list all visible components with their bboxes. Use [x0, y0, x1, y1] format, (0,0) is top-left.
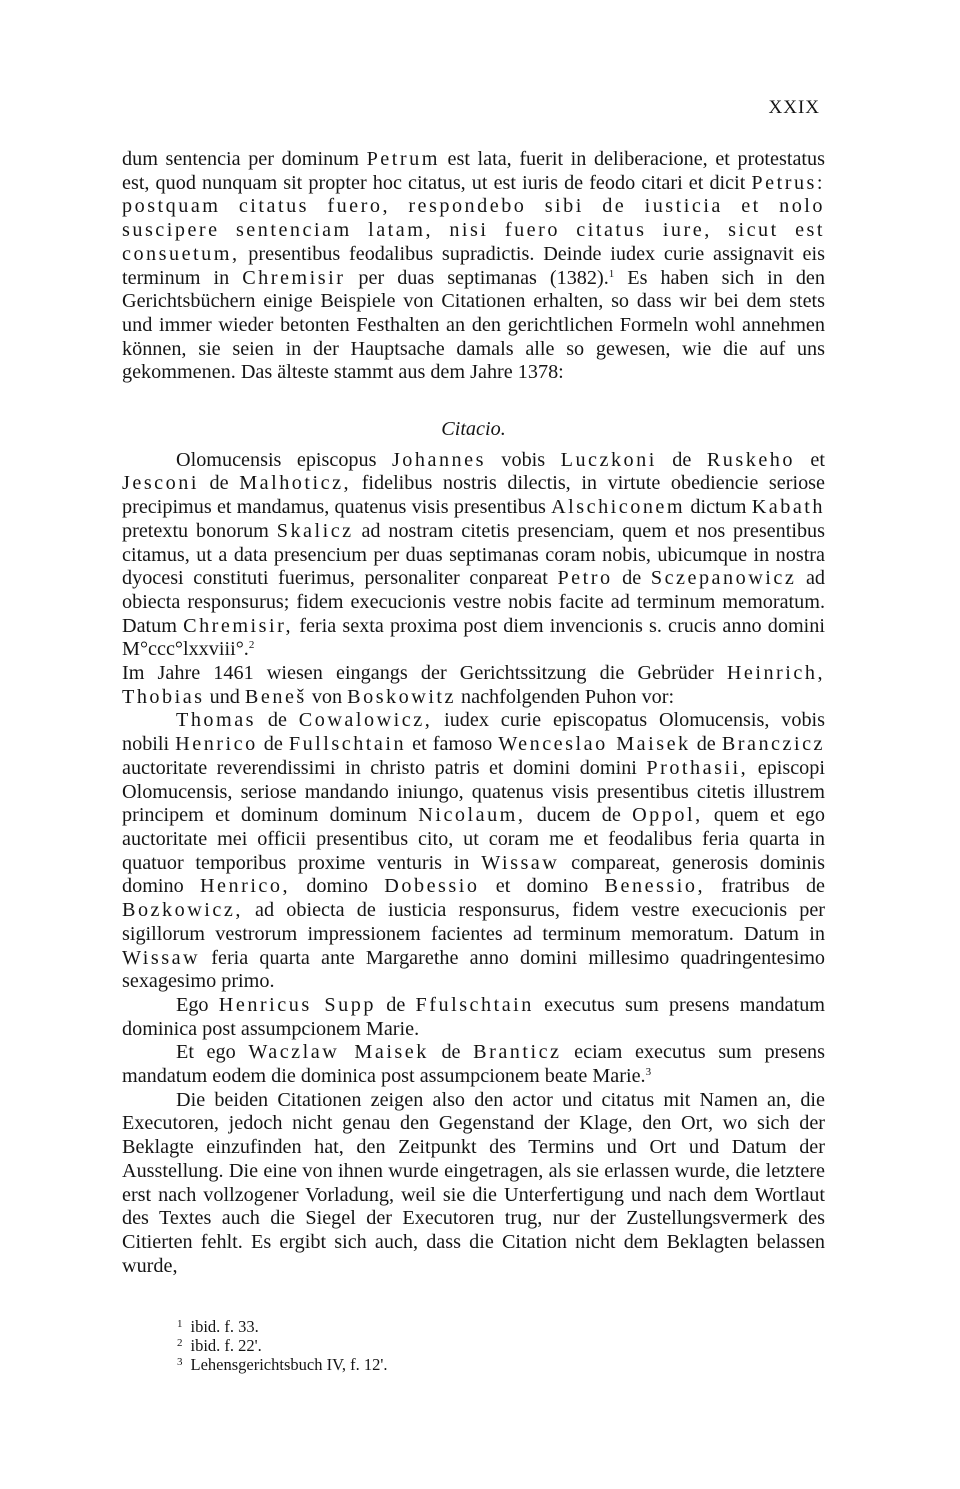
spaced-name: Cowalowicz, — [298, 709, 433, 732]
spaced-name: Boskowitz — [347, 685, 456, 708]
paragraph: Im Jahre 1461 wiesen eingangs der Gerichtssitzung die Gebrüder Heinrich, Thobias und Beneš von Boskowitz nachfolgenden Puhon vor: — [122, 662, 825, 708]
paragraph: Thomas de Cowalowicz, iudex curie episcopatus Olomucensis, vobis nobili Henrico de Fullschtain et famoso Wenceslao Maisek de Branczicz auctoritate reverendissimi in christo patris et domini domini Prothasii, episcopi Olomucensis, seriose mandando iniungo, quatenus visis presentibus citetis illustrem principem et dominum dominum Nicolaum, ducem de Oppol, quem et ego auctoritate mei officii presentibus cito, ut coram me et feodalibus feria quarta in quatuor temporibus proxime venturis in Wissaw compareat, generosis dominis domino Henrico, domino Dobessio et domino Benessio, fratribus de Bozkowicz, ad obiecta de iusticia responsurus, fidem vestre execucionis per sigillorum vestrorum impressionem facientes ad terminum memoratum. Datum in Wissaw feria quarta ante Margarethe anno domini millesimo quadringentesimo sexagesimo primo. — [122, 709, 826, 993]
spaced-name: Alschiconem — [551, 496, 686, 519]
spaced-name: Chremisir, — [183, 614, 294, 637]
footnote-text: ibid. f. 33. — [190, 1317, 259, 1336]
footnote-ref: 3 — [645, 1066, 652, 1079]
paragraph: Olomucensis episcopus Johannes vobis Luczkoni de Ruskeho et Jesconi de Malhoticz, fidelibus nostris dilectis, in virtute obediencie seriose precipimus et mandamus, quatenus visis presentibus Alschiconem dictum Kabath pretextu bonorum Skalicz ad nostram citetis presenciam, quem et nos presentibus citamus, ut a data presencium per duas septimanas coram nobis, ubicumque in nostra dyocesi constituti fuerimus, personaliter conpareat Petro de Sczepanowicz ad obiecta responsurus; fidem execucionis vestre nobis facite ad terminum memoratum. Datum Chremisir, feria sexta proxima post diem invencionis s. crucis anno domini M°ccc°lxxviii°.$^2$ — [122, 448, 826, 661]
spaced-name: Wissaw — [122, 946, 201, 969]
spaced-name: Johannes — [391, 448, 486, 471]
spaced-name: Benessio, — [604, 875, 705, 898]
spaced-name: Ruskeho — [706, 448, 795, 471]
spaced-name: Petro — [557, 567, 613, 590]
paragraph: dum sentencia per dominum Petrum est lata, fuerit in deliberacione, et protestatus est, quod nunquam sit propter hoc citatus, ut est iuris de feodo citari et dicit Petrus: postquam citatus fuero, respondebo sibi de iusticia et nolo suscipere sentenciam latam, nisi fuero citatus iure, sicut est consuetum, presentibus feodalibus supradictis. Deinde iudex curie assignavit eis terminum in Chremisir per duas septimanas (1382).$^1$ Es haben sich in den Gerichtsbüchern einige Beispiele von Citationen erhalten, so dass wir bei dem stets und immer wieder betonten Festhalten an den gerichtlichen Formeln wohl annehmen können, sie seien in der Hauptsache damals alle so gewesen, wie die auf uns gekommenen. Das älteste stammt aus dem Jahre 1378: — [122, 148, 825, 384]
spaced-name: Beneš — [244, 685, 307, 708]
section-heading: Citacio. — [441, 418, 506, 441]
spaced-name: Nicolaum, — [418, 804, 526, 827]
spaced-name: Dobessio — [384, 875, 480, 898]
spaced-name: Wissaw — [481, 851, 560, 874]
spaced-name: Wenceslao Maisek — [498, 733, 691, 756]
spaced-name: Henrico — [175, 733, 258, 756]
footnote-mark: 2 — [177, 1337, 183, 1349]
paragraph: Et ego Waczlaw Maisek de Branticz eciam executus sum presens mandatum eodem die dominica post assumpcionem beate Marie.$^3$ — [122, 1041, 826, 1088]
spaced-name: Prothasii, — [646, 756, 749, 779]
footnotes — [177, 1317, 387, 1374]
spaced-name: Henricus Supp — [218, 993, 376, 1016]
spaced-name: Jesconi — [122, 472, 199, 495]
page-number: XXIX — [768, 97, 820, 118]
spaced-name: Branticz — [473, 1041, 562, 1064]
spaced-name: Chremisir — [242, 266, 346, 289]
footnote — [177, 1317, 387, 1336]
spaced-name: Bozkowicz, — [122, 899, 243, 922]
spaced-name: Ffulschtain — [415, 993, 534, 1016]
spaced-name: Waczlaw Maisek — [248, 1041, 429, 1064]
paragraph: Ego Henricus Supp de Ffulschtain executus sum presens mandatum dominica post assumpcionem Marie. — [122, 993, 825, 1040]
spaced-name: Heinrich, Thobias — [122, 662, 825, 708]
footnote-text: ibid. f. 22'. — [190, 1336, 262, 1355]
spaced-name: Henrico, — [199, 875, 291, 898]
footnote-ref: 1 — [608, 267, 615, 280]
spaced-name: Skalicz — [276, 519, 354, 542]
spaced-name: Malhoticz, — [239, 472, 352, 495]
spaced-name: Oppol, — [632, 804, 703, 827]
footnote — [177, 1336, 387, 1355]
spaced-name: Fullschtain — [288, 733, 407, 756]
spaced-name: Branczicz — [721, 733, 826, 756]
footnote-text: Lehensgerichtsbuch IV, f. 12'. — [190, 1355, 388, 1374]
paragraph: Die beiden Citationen zeigen also den actor und citatus mit Namen an, die Executoren, jedoch nicht genau den Gegenstand der Klage, den Ort, wo sich der Beklagte einzufinden hat, den Zeitpunkt des Termins und Ort und Datum der Ausstellung. Die eine von ihnen wurde eingetragen, als sie erlassen wurde, die letztere erst nach vollzogener Vorladung, weil sie die Unterfertigung und nach dem Wortlaut des Textes auch die Siegel der Executoren trug, nur der Zustellungsvermerk des Citierten fehlt. Es ergibt sich auch, dass die Citation nicht dem Beklagten belassen wurde, — [122, 1088, 825, 1277]
body-text — [122, 148, 825, 1278]
footnote — [177, 1355, 387, 1374]
footnote-ref: 2 — [248, 639, 255, 652]
spaced-name: Sczepanowicz — [650, 567, 797, 590]
spaced-name: Kabath — [751, 496, 825, 519]
spaced-name: Petrus: postquam citatus fuero, respondebo sibi de iusticia et nolo suscipere sentenciam latam, nisi fuero citatus iure, sicut est consuetum, — [122, 171, 825, 265]
footnote-mark: 1 — [177, 1318, 183, 1330]
spaced-name: Petrum — [366, 148, 440, 170]
footnote-mark: 3 — [177, 1356, 183, 1368]
spaced-name: Thomas — [176, 709, 257, 732]
spaced-name: Luczkoni — [560, 448, 657, 471]
